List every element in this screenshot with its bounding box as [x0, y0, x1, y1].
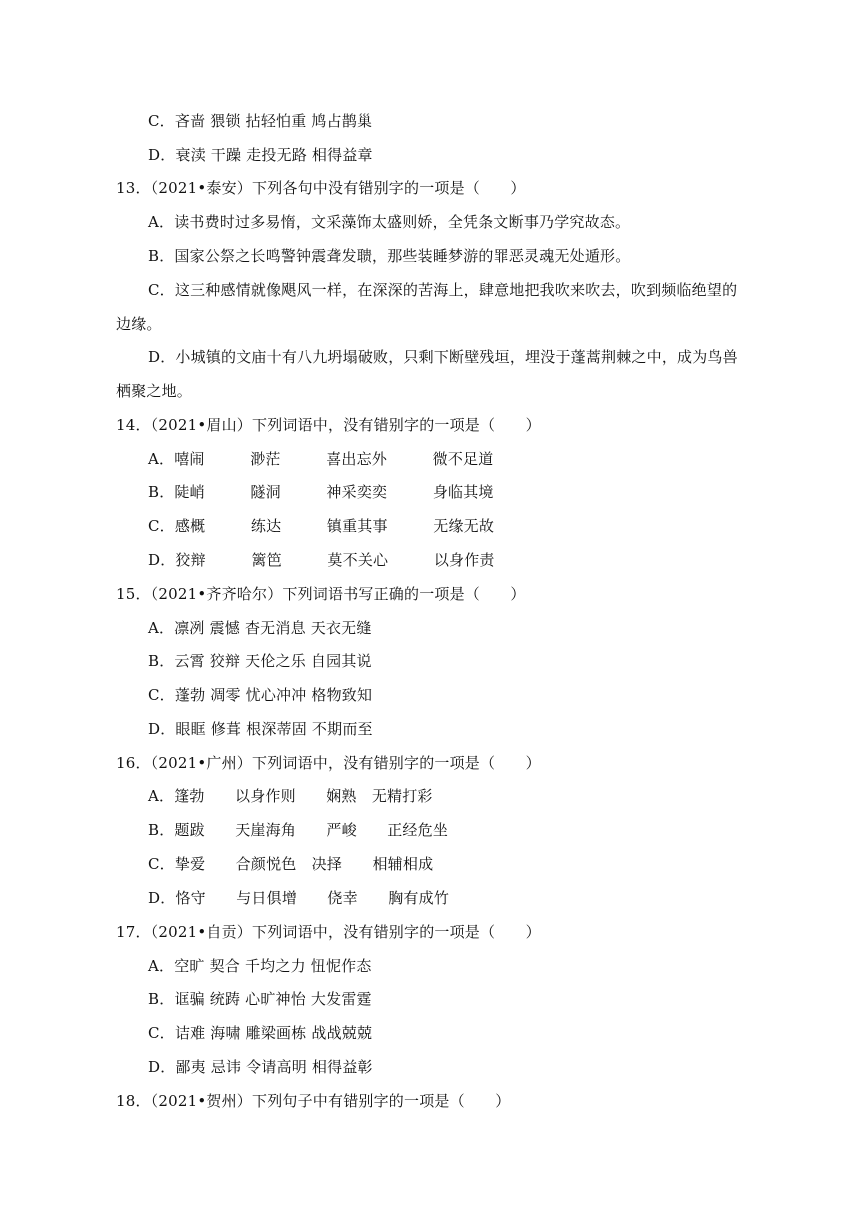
- option-c-q13-continuation: 边缘。: [116, 315, 162, 333]
- option-a-q17: A．空旷 契合 千均之力 忸怩作态: [148, 957, 372, 975]
- question-17-stem: 17．（2021•自贡）下列词语中，没有错别字的一项是（ ）: [116, 923, 541, 941]
- option-d-q17: D．鄙夷 忌讳 令请高明 相得益彰: [148, 1058, 373, 1076]
- question-13-stem: 13．（2021•泰安）下列各句中没有错别字的一项是（ ）: [116, 179, 526, 197]
- option-b-q15: B．云霄 狡辩 天伦之乐 自园其说: [148, 652, 372, 670]
- question-16-stem: 16．（2021•广州）下列词语中，没有错别字的一项是（ ）: [116, 754, 541, 772]
- option-d-q15: D．眼眶 修葺 根深蒂固 不期而至: [148, 720, 373, 738]
- question-18-stem: 18．（2021•贺州）下列句子中有错别字的一项是（ ）: [116, 1092, 511, 1110]
- option-c-q16: C．挚爱 合颜悦色 决择 相辅相成: [148, 855, 434, 873]
- option-a-q14: A．嘻闹 渺茫 喜出忘外 微不足道: [148, 450, 494, 468]
- option-a-q13: A．读书费时过多易惰，文采藻饰太盛则娇，全凭条文断事乃学究故态。: [148, 213, 631, 231]
- option-c-q14: C．感概 练达 镇重其事 无缘无故: [148, 517, 495, 535]
- option-b-q13: B．国家公祭之长鸣警钟震聋发聩，那些装睡梦游的罪恶灵魂无处遁形。: [148, 247, 631, 265]
- option-d-q12: D．衰渎 干躁 走投无路 相得益章: [148, 146, 373, 164]
- option-b-q17: B．诓骗 统踌 心旷神怡 大发雷霆: [148, 990, 372, 1008]
- option-a-q16: A．篷勃 以身作则 娴熟 无精打彩: [148, 787, 433, 805]
- option-c-q13: C．这三种感情就像飓风一样，在深深的苦海上，肆意地把我吹来吹去，吹到频临绝望的: [148, 281, 738, 299]
- option-b-q16: B．题跋 天崖海角 严峻 正经危坐: [148, 821, 449, 839]
- option-c-q15: C．蓬勃 凋零 忧心冲冲 格物致知: [148, 686, 373, 704]
- option-d-q13: D．小城镇的文庙十有八九坍塌破败，只剩下断壁残垣，埋没于蓬蒿荆棘之中，成为鸟兽: [148, 348, 738, 366]
- option-b-q14: B．陡峭 隧洞 神采奕奕 身临其境: [148, 483, 494, 501]
- option-a-q15: A．凛冽 震憾 杳无消息 天衣无缝: [148, 619, 372, 637]
- option-d-q13-continuation: 栖聚之地。: [116, 382, 193, 400]
- option-c-q12: C．吝啬 猥锁 拈轻怕重 鸠占鹊巢: [148, 112, 373, 130]
- option-c-q17: C．诘难 海啸 雕梁画栋 战战兢兢: [148, 1024, 373, 1042]
- question-15-stem: 15．（2021•齐齐哈尔）下列词语书写正确的一项是（ ）: [116, 585, 526, 603]
- option-d-q14: D．狡辩 篱笆 莫不关心 以身作责: [148, 551, 495, 569]
- question-14-stem: 14．（2021•眉山）下列词语中，没有错别字的一项是（ ）: [116, 416, 541, 434]
- option-d-q16: D．恪守 与日俱增 侥幸 胸有成竹: [148, 889, 450, 907]
